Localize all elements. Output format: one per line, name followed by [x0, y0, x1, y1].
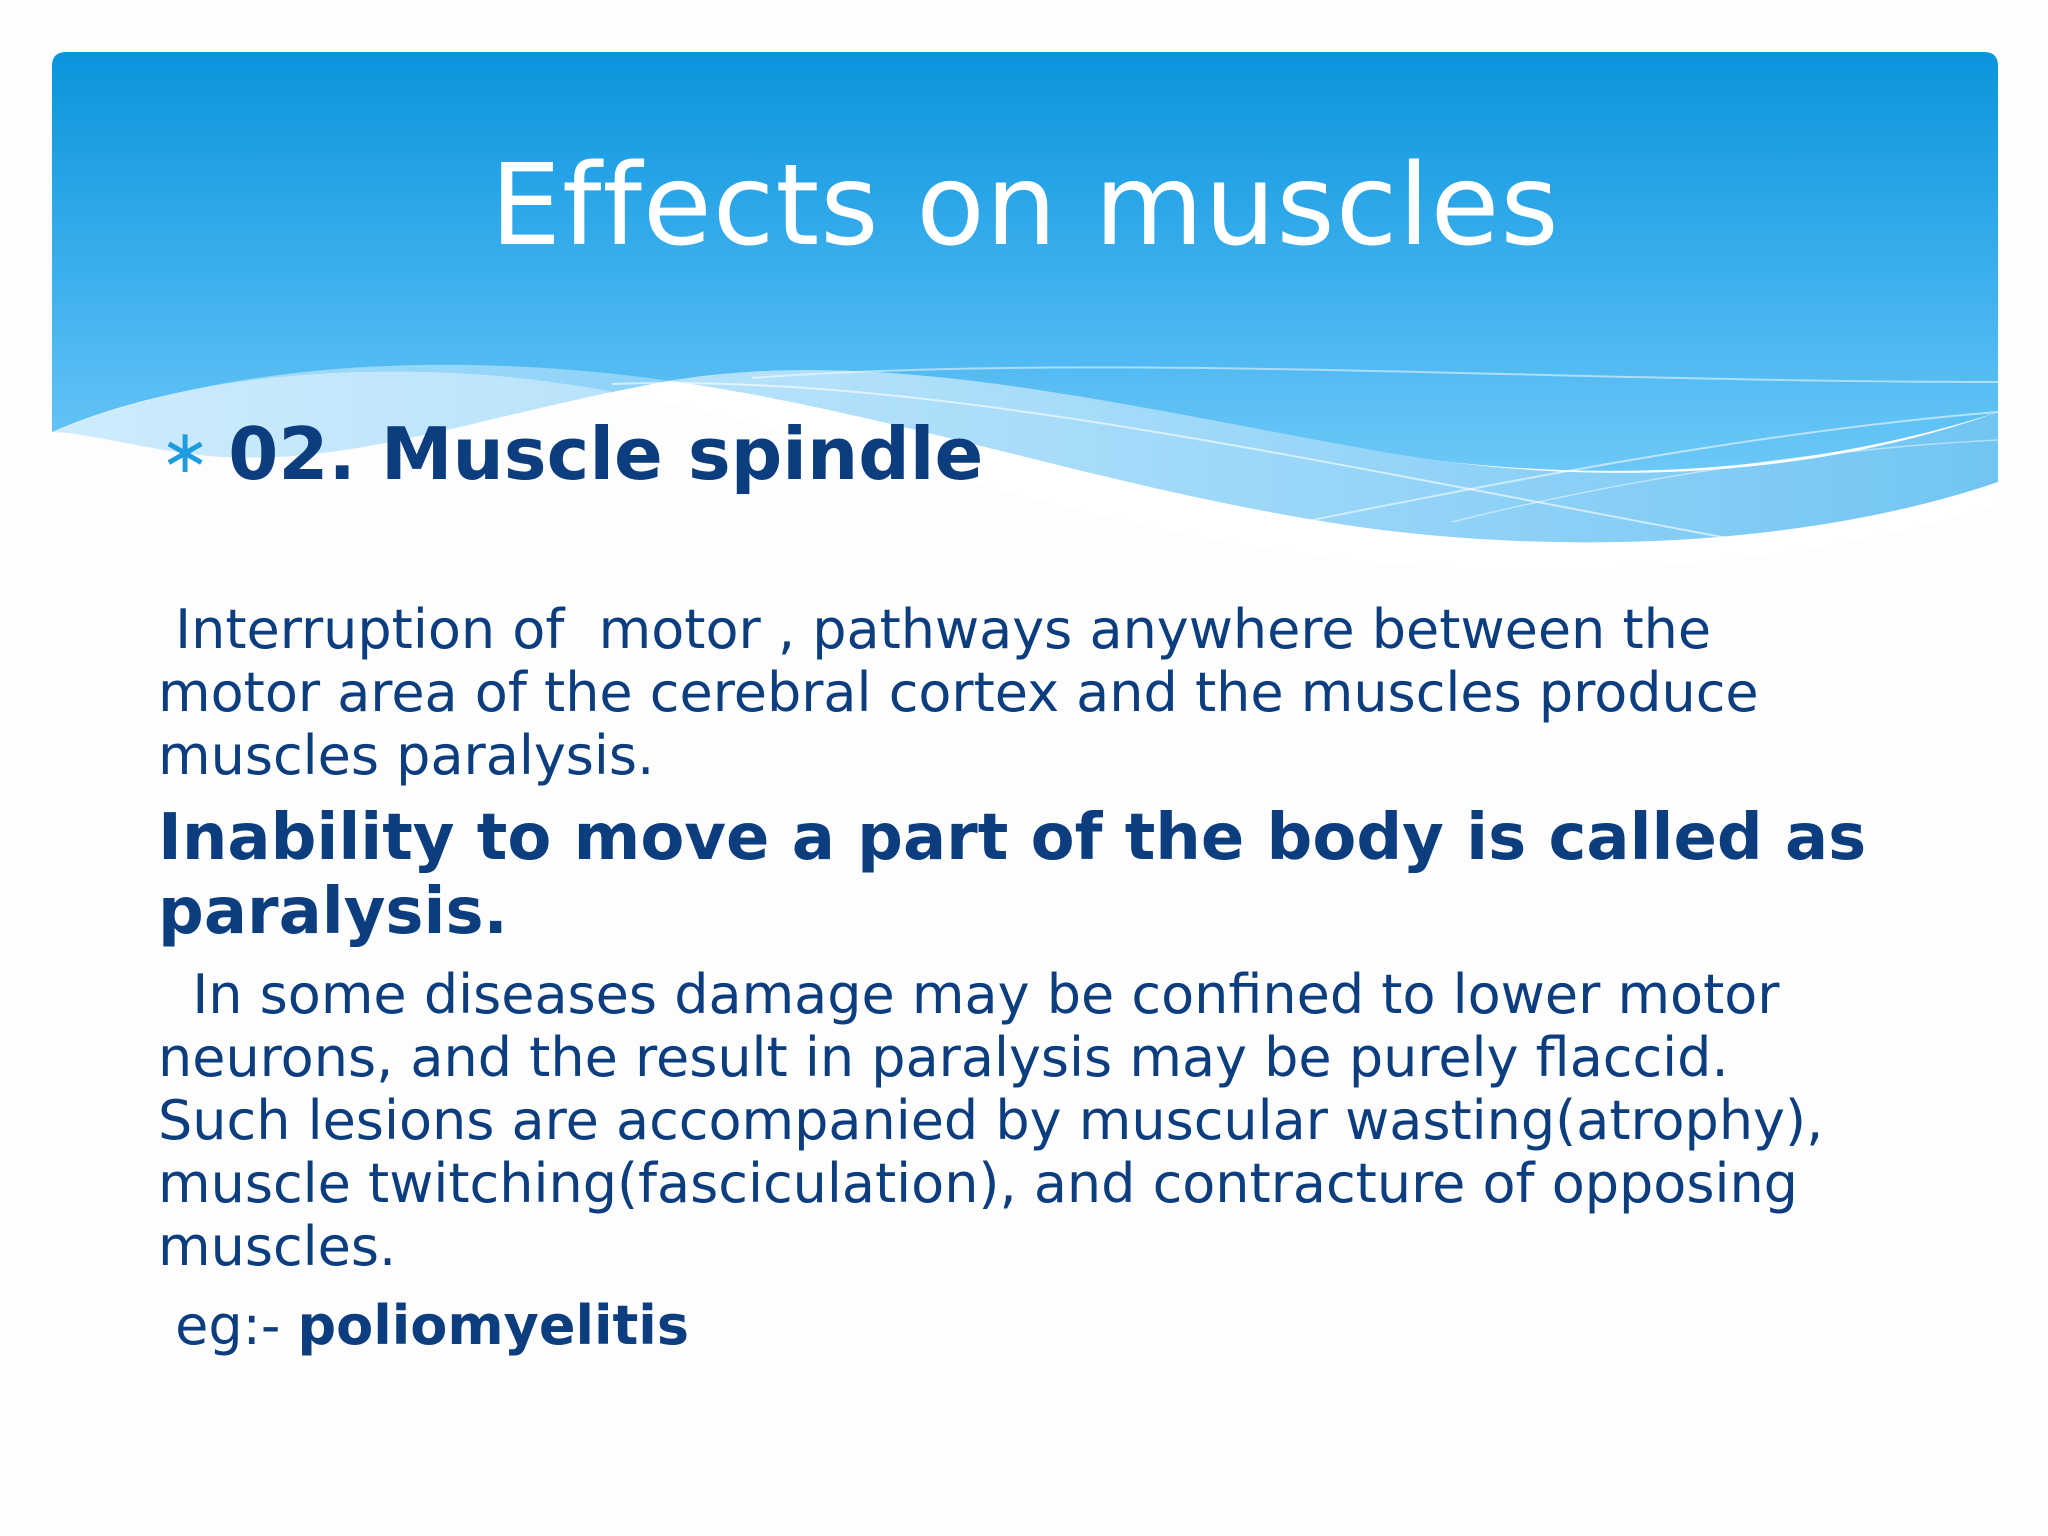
- section-heading: 02. Muscle spindle: [228, 412, 984, 496]
- example-prefix: eg:-: [158, 1294, 298, 1357]
- bullet-heading-row: [160, 412, 984, 496]
- asterisk-bullet-icon: ∗: [160, 417, 211, 487]
- example-term: poliomyelitis: [297, 1294, 689, 1357]
- example-line: [158, 1294, 1878, 1357]
- slide-body: [158, 598, 1878, 1357]
- paragraph-interruption: Interruption of motor , pathways anywhere between the motor area of the cerebral cortex and the muscles produce muscles paralysis.: [158, 598, 1776, 787]
- paragraph-lower-motor-neurons: In some diseases damage may be confined to lower motor neurons, and the result in paralysis may be purely flaccid. Such lesions are accompanied by muscular wasting(atrophy), muscle twitching(fasciculation), and contracture of opposing muscles.: [158, 963, 1841, 1278]
- paralysis-definition: Inability to move a part of the body is called as paralysis.: [158, 801, 1867, 949]
- slide-title: Effects on muscles: [490, 141, 1560, 271]
